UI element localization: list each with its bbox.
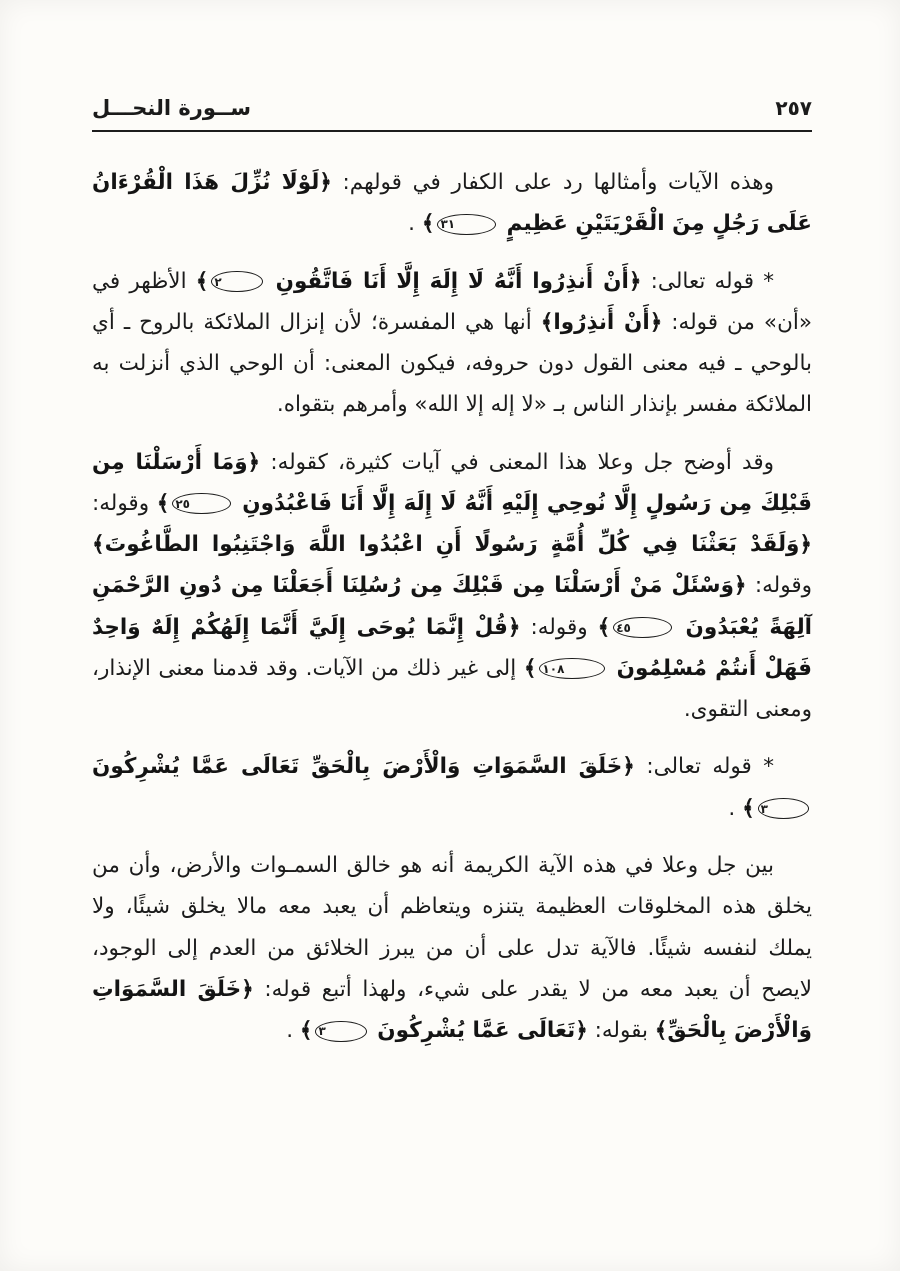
body-text: وقوله:	[92, 490, 157, 516]
body-text: وهذه الآيات وأمثالها رد على الكفار في قولهم:	[331, 170, 774, 195]
quran-quote: ﴾	[156, 490, 170, 516]
body-text: إلى غير ذلك من الآيات. وقد قدمنا معنى الإنذار، ومعنى التقوى.	[92, 655, 812, 723]
page-header	[92, 96, 812, 132]
body-text: أنها هي المفسرة؛ لأن إنزال الملائكة بالروح ـ أي بالوحي ـ فيه معنى القول دون حروفه، فيكون المعنى: أن الوحي الذي أنزلت به الملائكة مفسر بإنذار الناس بـ «لا إله إلا الله» وأمرهم بتقواه.	[92, 309, 812, 418]
quran-quote: ﴿أَنْ أَنذِرُوا أَنَّهُ لَا إِلَهَ إِلَّا أَنَا فَاتَّقُونِ	[265, 268, 642, 294]
paragraph	[92, 162, 812, 245]
body-text: وقد أوضح جل وعلا هذا المعنى في آيات كثيرة، كقوله:	[260, 449, 774, 475]
paragraph	[92, 845, 812, 1051]
paragraph	[92, 746, 812, 829]
ayah-number-badge: ٤٥	[613, 617, 672, 638]
body-text: بقوله:	[587, 1018, 655, 1044]
ayah-number-badge: ٣	[315, 1021, 366, 1042]
quran-quote: ﴿تَعَالَى عَمَّا يُشْرِكُونَ	[369, 1018, 588, 1044]
quran-quote: ﴿لَوْلَا نُزِّلَ هَذَا الْقُرْءَانُ عَلَى رَجُلٍ مِنَ الْقَرْيَتَيْنِ عَظِيمٍ	[92, 170, 812, 237]
ayah-number-badge: ١٠٨	[539, 658, 605, 679]
paragraph	[92, 442, 812, 731]
quran-quote: ﴿وَلَقَدْ بَعَثْنَا فِي كُلِّ أُمَّةٍ رَسُولًا أَنِ اعْبُدُوا اللَّهَ وَاجْتَنِبُوا الطَّاغُوتَ﴾	[92, 532, 812, 558]
ayah-number-badge: ٣	[758, 798, 809, 819]
body-text: .	[286, 1018, 300, 1044]
quran-quote: ﴾	[597, 614, 611, 640]
ayah-number-badge: ٢٥	[172, 493, 231, 514]
paragraph	[92, 261, 812, 426]
quran-quote: ﴿خَلَقَ السَّمَوَاتِ وَالْأَرْضَ بِالْحَقِّ﴾	[92, 976, 812, 1044]
page-number: ٢٥٧	[775, 96, 812, 120]
quran-quote: ﴿وَمَا أَرْسَلْنَا مِن قَبْلِكَ مِن رَسُولٍ إِلَّا نُوحِي إِلَيْهِ أَنَّهُ لَا إِلَهَ إِلَّا أَنَا فَاعْبُدُونِ	[92, 449, 812, 516]
body-text: وقوله:	[746, 573, 812, 599]
quran-quote: ﴿وَسْئَلْ مَنْ أَرْسَلْنَا مِن قَبْلِكَ مِن رُسُلِنَا أَجَعَلْنَا مِن دُونِ الرَّحْمَنِ آلِهَةً يُعْبَدُونَ	[92, 573, 813, 640]
body-text: الأظهر في «أن» من قوله:	[92, 268, 812, 335]
quran-quote: ﴿خَلَقَ السَّمَوَاتِ وَالْأَرْضَ بِالْحَقِّ تَعَالَى عَمَّا يُشْرِكُونَ	[92, 754, 635, 780]
body-text: * قوله تعالى:	[641, 268, 774, 294]
body-text: .	[408, 211, 422, 237]
body-text: * قوله تعالى:	[634, 754, 774, 780]
surah-title: ســورة النحـــل	[92, 96, 252, 120]
quran-quote: ﴾	[421, 211, 435, 237]
quran-quote: ﴾	[523, 655, 537, 681]
body-text: وقوله:	[520, 614, 598, 640]
quran-quote: ﴾	[742, 795, 755, 821]
page-body	[92, 162, 812, 1051]
quran-quote: ﴿قُلْ إِنَّمَا يُوحَى إِلَيَّ أَنَّمَا إِلَهُكُمْ إِلَهٌ وَاحِدٌ فَهَلْ أَنتُمْ مُسْلِمُونَ	[92, 614, 812, 681]
ayah-number-badge: ٢	[211, 271, 262, 292]
quran-quote: ﴾	[195, 268, 209, 294]
body-text: .	[728, 795, 743, 821]
body-text: بين جل وعلا في هذه الآية الكريمة أنه هو خالق السمـوات والأرض، وأن من يخلق هذه المخلوقات العظيمة يتنزه ويتعاظم أن يعبد معه مالا يخلق شيئًا، ولا يملك لنفسه شيئًا. فالآية تدل على أن من يبرز الخلائق من العدم إلى الوجود، لايصح أن يعبد معه من لا يقدر على شيء، ولهذا أتبع قوله:	[92, 852, 812, 1002]
quran-quote: ﴿أَنْ أَنذِرُوا﴾	[540, 309, 663, 335]
ayah-number-badge: ٣١	[437, 214, 496, 235]
quran-quote: ﴾	[299, 1018, 313, 1044]
